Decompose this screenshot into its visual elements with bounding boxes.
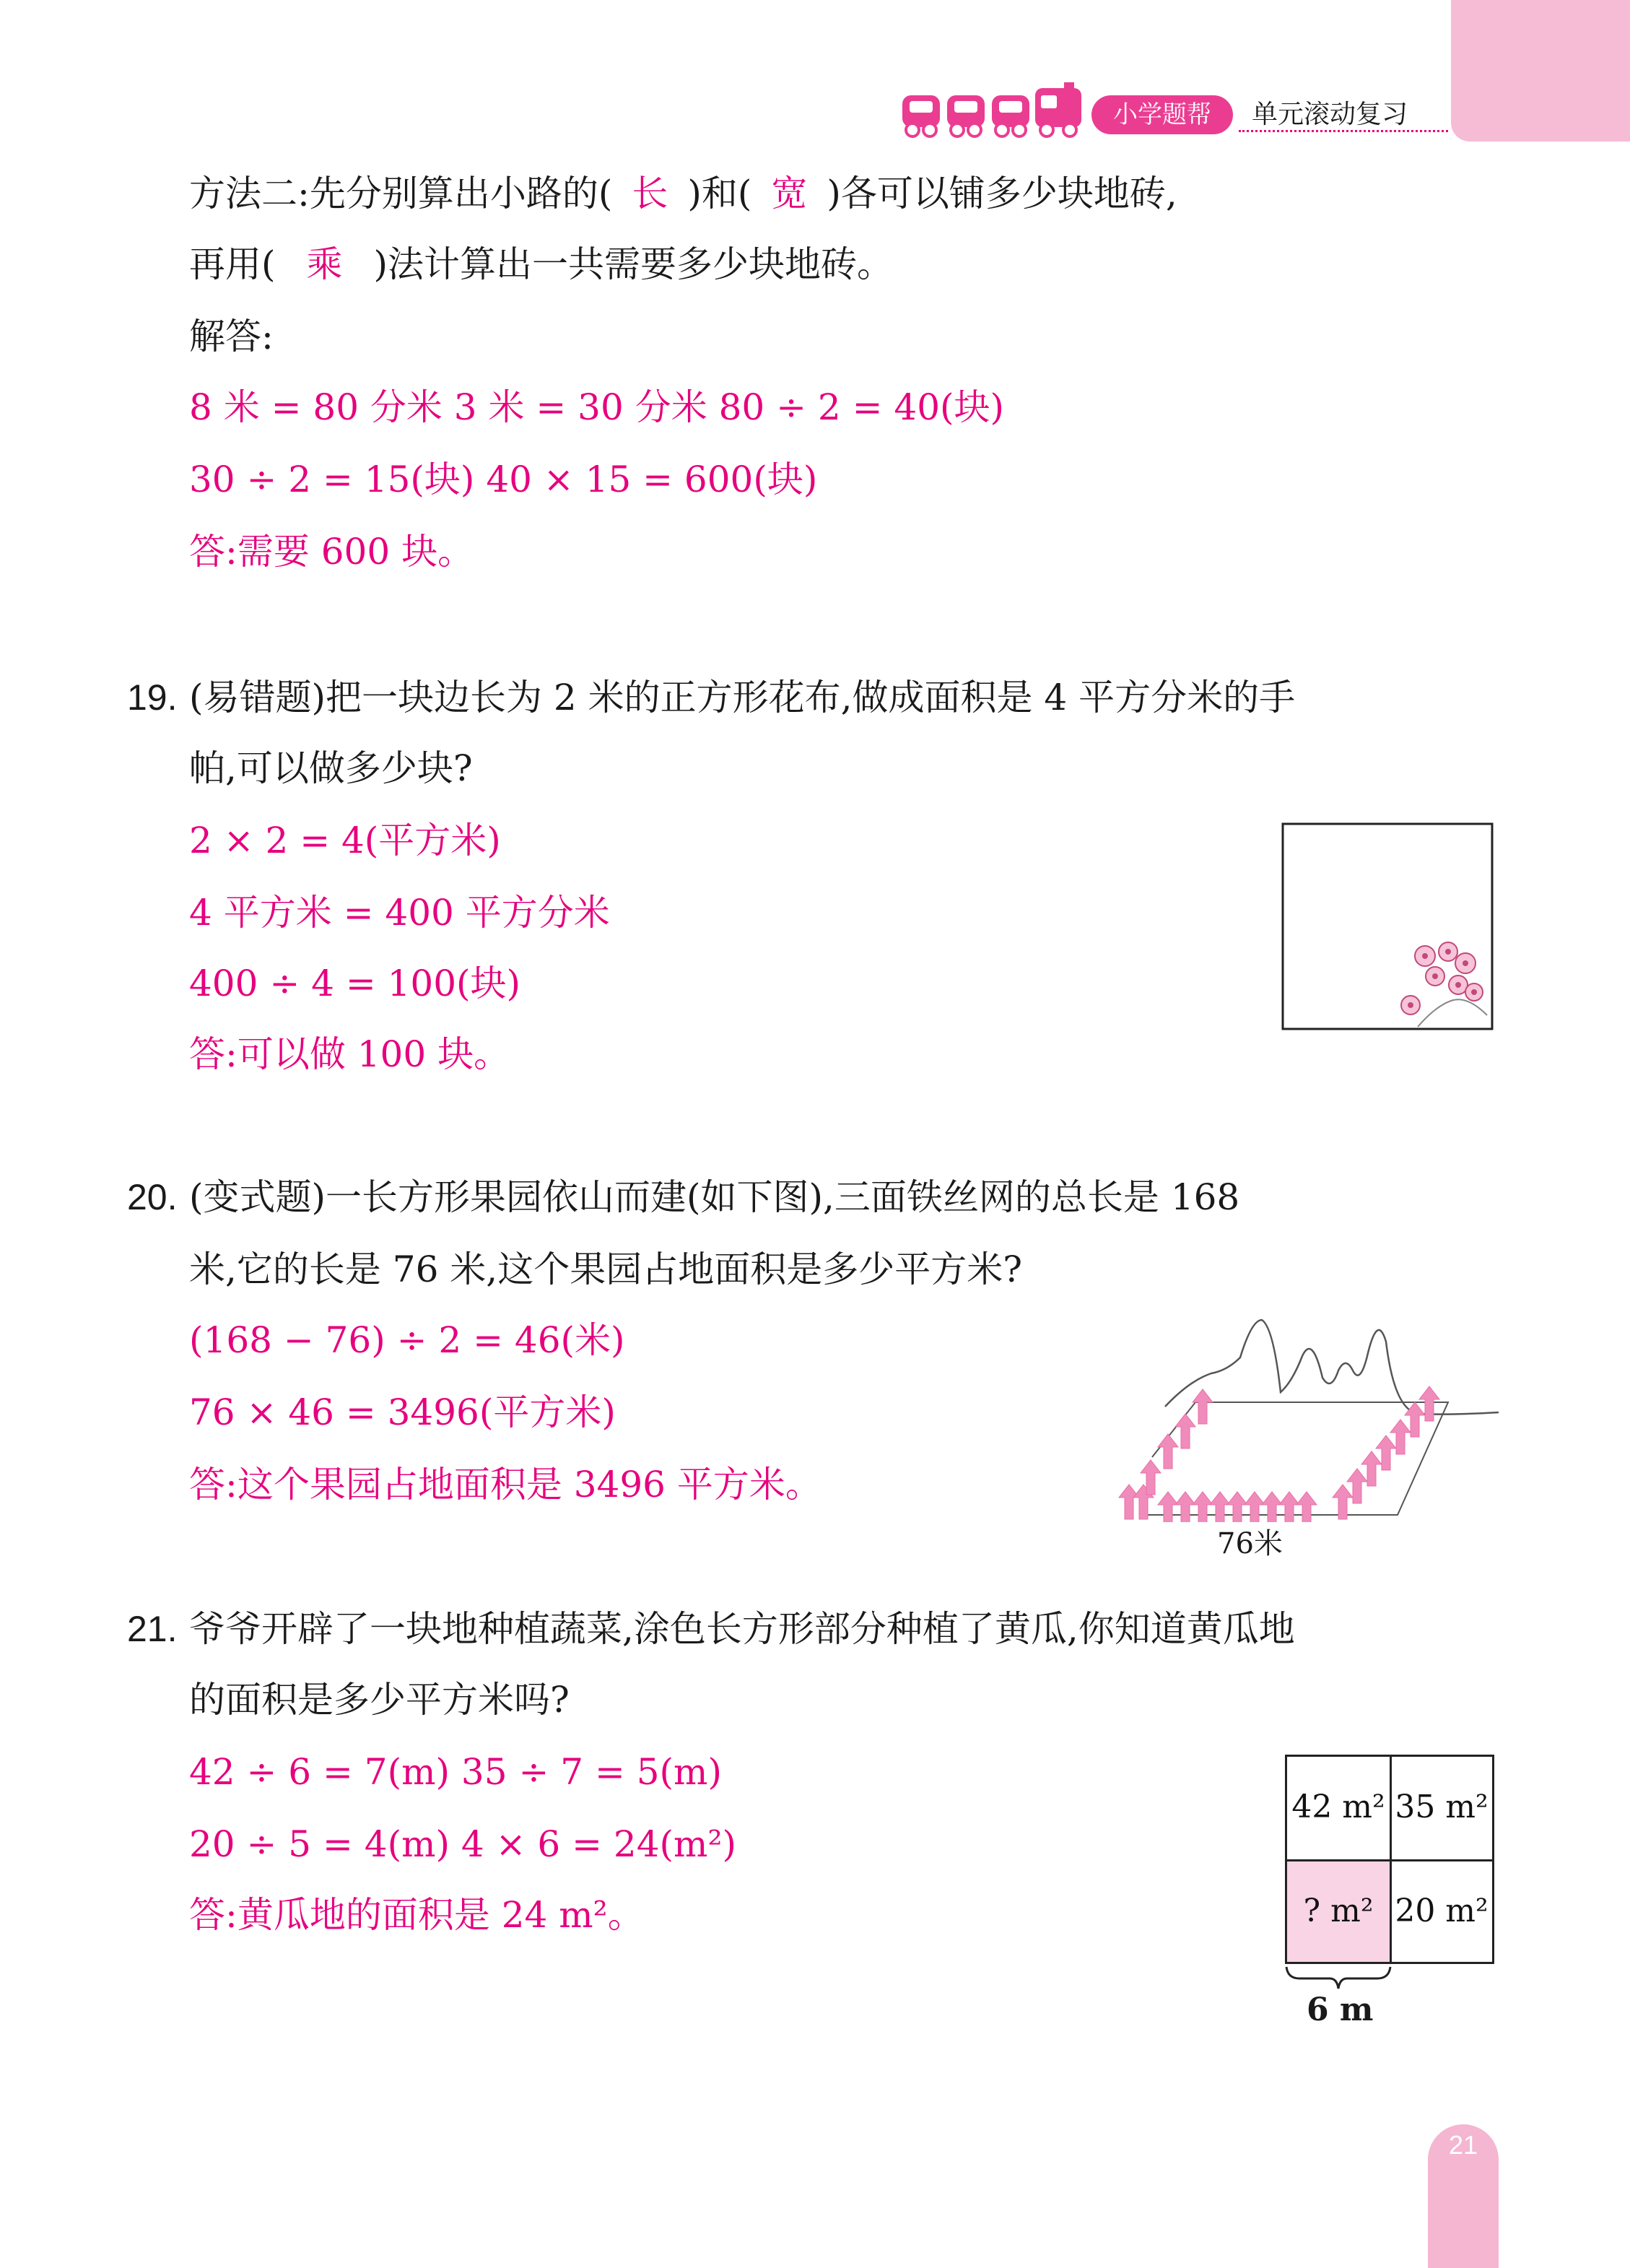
- intro-answer-line-1: 8 米 = 80 分米 3 米 = 30 分米 80 ÷ 2 = 40(块): [189, 386, 1005, 428]
- page-number: 21: [1448, 2130, 1478, 2160]
- intro-line-2: 再用( 乘 )法计算出一共需要多少块地砖。: [189, 243, 894, 285]
- q19-answer-line-1: 2 × 2 = 4(平方米): [189, 820, 501, 861]
- fence-arrow-icon: [1119, 1386, 1439, 1522]
- intro-answer-label: 解答:: [189, 316, 274, 357]
- q21-width-label: 6 m: [1307, 1991, 1374, 2028]
- q20-number: 20.: [127, 1177, 178, 1217]
- intro-blank-long: 长: [632, 173, 668, 214]
- q21-grid-cell: 20 m²: [1395, 1893, 1489, 1929]
- q21-answer-line-1: 42 ÷ 6 = 7(m) 35 ÷ 7 = 5(m): [189, 1751, 722, 1793]
- intro-answer-line-2: 30 ÷ 2 = 15(块) 40 × 15 = 600(块): [189, 459, 818, 500]
- intro-blank-wide: 宽: [771, 173, 808, 214]
- q21-grid-cell: 35 m²: [1395, 1789, 1489, 1825]
- q19-text-line-2: 帕,可以做多少块?: [189, 747, 473, 789]
- train-icon: [899, 81, 1084, 143]
- q20-answer-line-3: 答:这个果园占地面积是 3496 平方米。: [189, 1464, 821, 1506]
- intro-line-1: 方法二:先分别算出小路的( 长 )和( 宽 )各可以铺多少块地砖,: [189, 173, 1177, 214]
- q20-answer-line-1: (168 − 76) ÷ 2 = 46(米): [189, 1319, 625, 1361]
- q21-text-line-2: 的面积是多少平方米吗?: [189, 1679, 570, 1721]
- intro-blank-multiply: 乘: [306, 243, 343, 285]
- q21-grid: [1285, 1755, 1494, 1964]
- brace-icon: [1285, 1964, 1393, 1993]
- q20-figure-label: 76米: [1217, 1527, 1283, 1560]
- intro-answer-line-3: 答:需要 600 块。: [189, 531, 474, 573]
- q19-answer-line-4: 答:可以做 100 块。: [189, 1033, 510, 1075]
- brand-badge: 小学题帮: [1091, 95, 1233, 134]
- q21-answer-line-3: 答:黄瓜地的面积是 24 m²。: [189, 1894, 644, 1936]
- q19-answer-line-2: 4 平方米 = 400 平方分米: [189, 892, 610, 934]
- q21-number: 21.: [127, 1609, 178, 1649]
- q20-text-line-2: 米,它的长是 76 米,这个果园占地面积是多少平方米?: [189, 1248, 1023, 1290]
- q20-orchard-figure: [1103, 1313, 1500, 1522]
- header-tab: [1451, 0, 1630, 142]
- q19-text-line-1: (易错题)把一块边长为 2 米的正方形花布,做成面积是 4 平方分米的手: [189, 677, 1296, 718]
- q21-answer-line-2: 20 ÷ 5 = 4(m) 4 × 6 = 24(m²): [189, 1823, 737, 1865]
- q19-cloth-figure: [1281, 822, 1494, 1031]
- header-dotted-rule: [1239, 130, 1448, 132]
- q21-grid-cell: ? m²: [1303, 1893, 1374, 1929]
- q20-text-line-1: (变式题)一长方形果园依山而建(如下图),三面铁丝网的总长是 168: [189, 1176, 1240, 1218]
- q21-grid-cell: 42 m²: [1291, 1789, 1385, 1825]
- header-title: 单元滚动复习: [1252, 100, 1408, 129]
- q21-text-line-1: 爷爷开辟了一块地种植蔬菜,涂色长方形部分种植了黄瓜,你知道黄瓜地: [189, 1608, 1295, 1650]
- q19-number: 19.: [127, 677, 178, 718]
- q19-answer-line-3: 400 ÷ 4 = 100(块): [189, 963, 521, 1004]
- q20-answer-line-2: 76 × 46 = 3496(平方米): [189, 1391, 616, 1433]
